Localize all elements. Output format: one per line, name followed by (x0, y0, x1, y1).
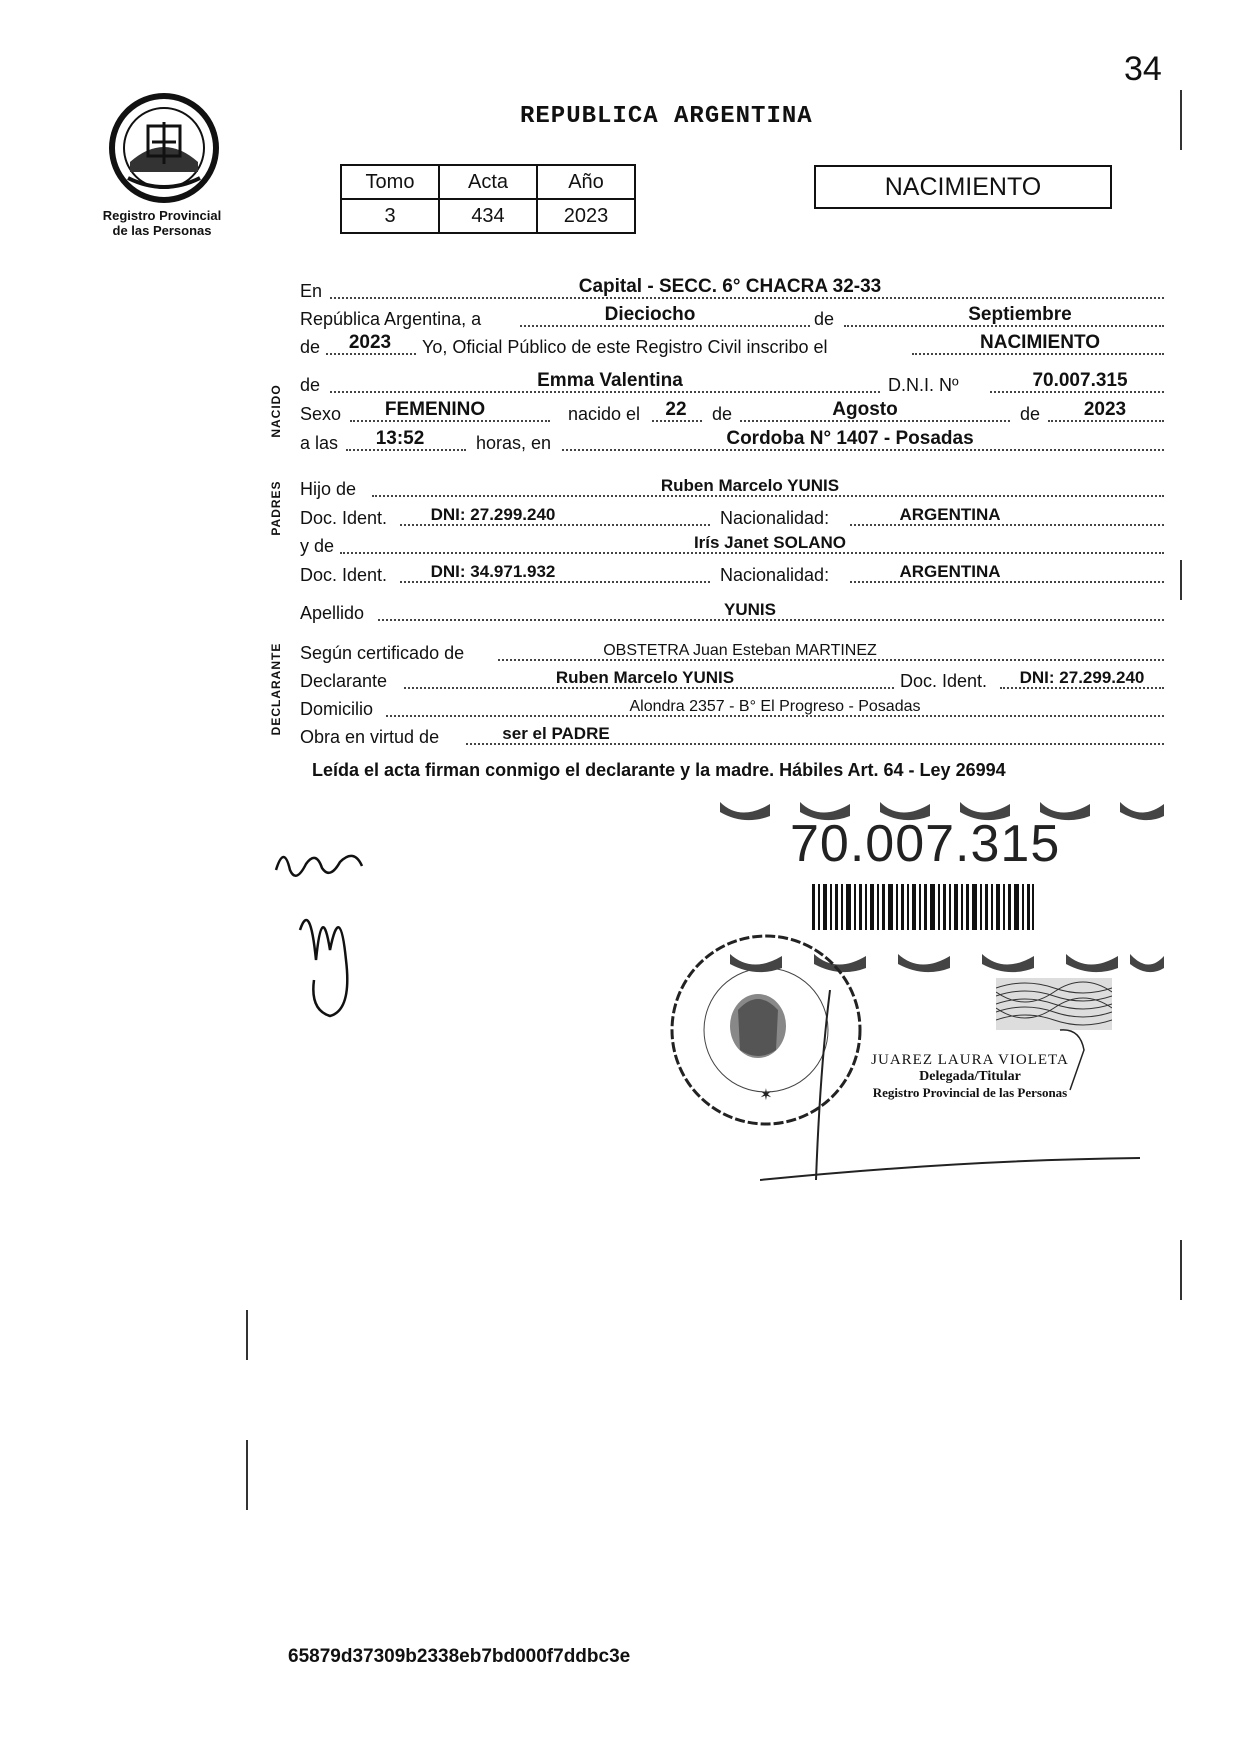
value-father-name: Ruben Marcelo YUNIS (660, 476, 840, 495)
label-sexo: Sexo (300, 404, 342, 424)
value-birth-place: Cordoba N° 1407 - Posadas (726, 428, 974, 449)
value-ano: 2023 (537, 199, 635, 233)
value-tomo: 3 (341, 199, 439, 233)
value-declarant: Ruben Marcelo YUNIS (555, 668, 735, 687)
official-signature (760, 990, 1150, 1190)
side-label-declarante: DECLARANTE (269, 642, 283, 736)
row-mother-doc (300, 560, 1164, 588)
label-nacido-el: nacido el (568, 404, 641, 424)
margin-mark (246, 1310, 248, 1360)
row-father-doc (300, 503, 1164, 531)
label-a-las: a las (300, 433, 339, 453)
value-birth-month: Agosto (832, 399, 898, 420)
margin-mark (1180, 560, 1182, 600)
header-tomo: Tomo (341, 165, 439, 199)
closing-text: Leída el acta firman conmigo el declarante y la madre. Hábiles Art. 64 - Ley 26994 (312, 760, 1006, 780)
label-apellido: Apellido (300, 603, 365, 623)
margin-mark (1180, 1240, 1182, 1300)
document-title: REPUBLICA ARGENTINA (520, 103, 813, 130)
margin-mark (1180, 90, 1182, 150)
label-segun: Según certificado de (300, 643, 465, 663)
value-father-nationality: ARGENTINA (899, 505, 1001, 524)
label-nacionalidad-father: Nacionalidad: (720, 508, 830, 528)
label-republica: República Argentina, a (300, 309, 482, 329)
value-surname: YUNIS (724, 600, 776, 619)
record-type-box: NACIMIENTO (814, 165, 1112, 209)
value-birth-year: 2023 (1083, 399, 1127, 420)
value-mother-nationality: ARGENTINA (899, 562, 1001, 581)
label-en: En (300, 281, 323, 301)
row-certificate (300, 638, 1164, 666)
row-father (300, 474, 1164, 502)
registry-table (340, 164, 636, 234)
value-year: 2023 (348, 332, 392, 353)
row-mother (300, 531, 1164, 559)
value-name: Emma Valentina (537, 370, 683, 391)
value-acta: 434 (439, 199, 537, 233)
label-inscribo: Yo, Oficial Público de este Registro Civil inscribo el (422, 337, 828, 357)
registry-table-header-row (341, 165, 635, 199)
label-de-name: de (300, 375, 321, 395)
official-role: Delegada/Titular (919, 1069, 1021, 1084)
header-acta: Acta (439, 165, 537, 199)
svg-text:✶: ✶ (759, 1087, 773, 1104)
row-surname (300, 598, 1164, 626)
label-dni: D.N.I. Nº (888, 375, 959, 395)
row-place (300, 276, 1164, 304)
label-de-month: de (814, 309, 835, 329)
seal-caption (88, 208, 236, 238)
label-de-year: de (300, 337, 321, 357)
margin-mark (246, 1440, 248, 1510)
large-dni-number: 70.007.315 (790, 815, 1061, 873)
value-mother-name: Irís Janet SOLANO (693, 533, 847, 552)
value-event: NACIMIENTO (980, 332, 1100, 353)
value-day-words: Dieciocho (604, 304, 696, 325)
official-office: Registro Provincial de las Personas (872, 1085, 1068, 1100)
seal-caption-line1: Registro Provincial (102, 208, 222, 223)
header-ano: Año (537, 165, 635, 199)
value-sex: FEMENINO (384, 399, 486, 420)
value-birth-time: 13:52 (375, 428, 425, 449)
label-horas-en: horas, en (476, 433, 552, 453)
label-hijo-de: Hijo de (300, 479, 357, 499)
label-doc-ident-declarant: Doc. Ident. (900, 671, 988, 691)
row-date (300, 304, 1164, 332)
declarant-signature (270, 840, 390, 1020)
label-obra: Obra en virtud de (300, 727, 440, 747)
page-number: 34 (1124, 50, 1162, 88)
label-domicilio: Domicilio (300, 699, 374, 719)
row-sex-birthdate (300, 399, 1164, 427)
value-birth-day: 22 (665, 399, 687, 420)
value-address: Alondra 2357 - B° El Progreso - Posadas (629, 698, 921, 715)
value-dni: 70.007.315 (1032, 370, 1128, 391)
provincial-seal-logo (108, 92, 220, 204)
label-declarante: Declarante (300, 671, 388, 691)
row-time-place (300, 428, 1164, 456)
value-capacity: ser el PADRE (502, 724, 610, 743)
value-certificate: OBSTETRA Juan Esteban MARTINEZ (603, 642, 877, 659)
document-hash: 65879d37309b2338eb7bd000f7ddbc3e (288, 1646, 631, 1667)
value-place: Capital - SECC. 6° CHACRA 32-33 (578, 276, 882, 297)
row-declarant (300, 666, 1164, 694)
row-year-event (300, 332, 1164, 360)
label-nacionalidad-mother: Nacionalidad: (720, 565, 830, 585)
label-doc-ident-mother: Doc. Ident. (300, 565, 388, 585)
row-address (300, 694, 1164, 722)
row-capacity (300, 722, 1164, 750)
label-de-birth-month: de (712, 404, 733, 424)
official-name: JUAREZ LAURA VIOLETA (871, 1052, 1069, 1068)
registry-table-value-row (341, 199, 635, 233)
barcode (812, 884, 1034, 930)
row-name-dni (300, 370, 1164, 398)
side-label-nacido: NACIDO (269, 384, 283, 438)
side-label-padres: PADRES (269, 480, 283, 536)
label-de-birth-year: de (1020, 404, 1041, 424)
value-declarant-doc: DNI: 27.299.240 (1019, 668, 1145, 687)
value-mother-doc: DNI: 34.971.932 (430, 562, 556, 581)
label-doc-ident-father: Doc. Ident. (300, 508, 388, 528)
value-father-doc: DNI: 27.299.240 (430, 505, 556, 524)
value-month: Septiembre (968, 304, 1072, 325)
seal-caption-line2: de las Personas (112, 223, 212, 238)
label-y-de: y de (300, 536, 335, 556)
